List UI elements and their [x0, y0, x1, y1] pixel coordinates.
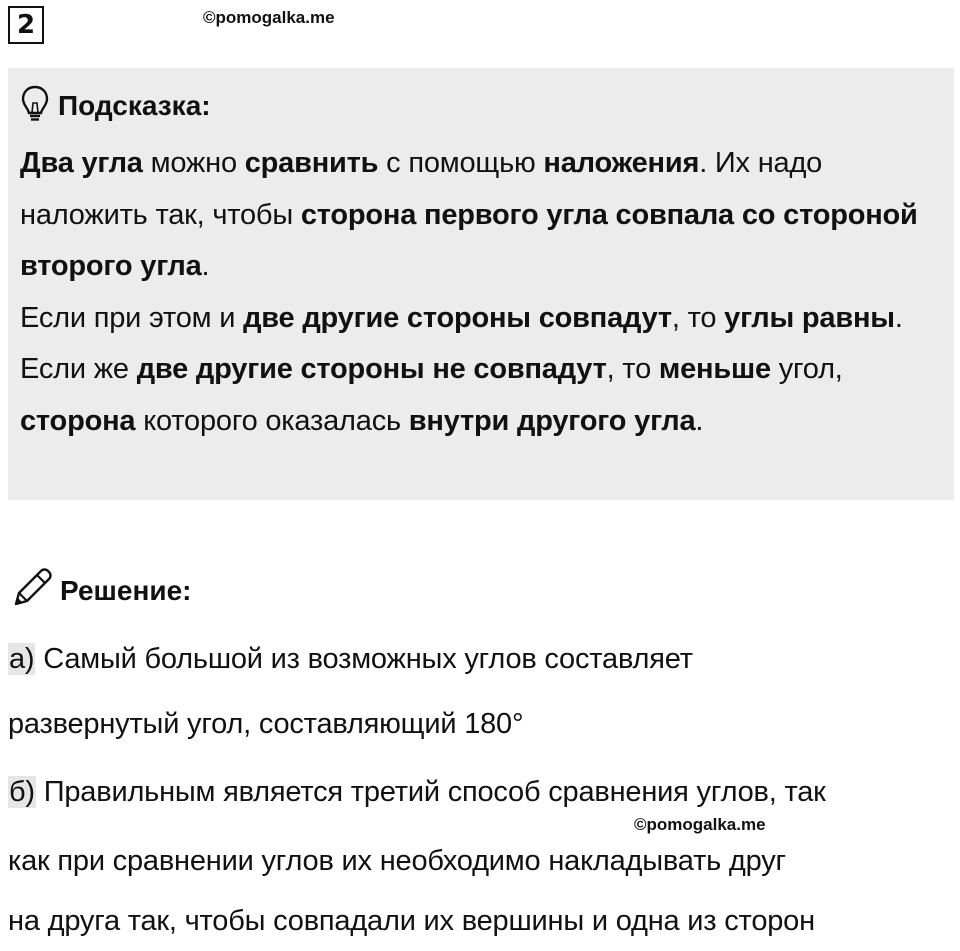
hint-strong: две другие стороны совпадут	[243, 301, 672, 334]
hint-strong: сторона	[20, 404, 136, 437]
hint-title: Подсказка:	[58, 90, 211, 121]
hint-strong: две другие стороны не совпадут	[136, 353, 607, 385]
hint-text: Если при этом и	[20, 301, 244, 334]
hint-text: угол,	[770, 353, 843, 385]
hint-text: . Если же	[20, 301, 903, 385]
hint-header	[20, 80, 942, 132]
solution-line-4: как при сравнении углов их необходимо накладывать друг	[8, 845, 786, 877]
hint-box	[8, 68, 954, 500]
hint-text: можно	[142, 147, 245, 179]
hint-strong: внутри другого угла	[408, 404, 696, 437]
hint-text: , то	[671, 301, 725, 334]
hint-strong: наложения	[543, 147, 700, 179]
pencil-icon	[10, 566, 60, 615]
task-number: 2	[8, 6, 44, 44]
hint-strong: Два угла	[20, 147, 143, 179]
hint-text: .	[201, 250, 210, 282]
solution-line-2: развернутый угол, составляющий 180°	[8, 708, 524, 740]
solution-line-1	[8, 643, 693, 676]
hint-strong: сравнить	[244, 147, 379, 179]
hint-text: .	[695, 404, 704, 437]
lightbulb-icon	[20, 85, 58, 128]
item-marker-b: б)	[9, 776, 35, 808]
watermark-top: ©pomogalka.me	[203, 8, 335, 27]
hint-strong: сторона первого угла совпала со стороной второго угла	[20, 198, 918, 282]
solution-line-5: на друга так, чтобы совпадали их вершины и одна из сторон	[8, 905, 815, 937]
watermark-middle: ©pomogalka.me	[634, 815, 766, 834]
item-marker-a: а)	[9, 643, 35, 675]
hint-text: которого оказалась	[135, 404, 409, 437]
hint-text: . Их надо наложить так, чтобы	[20, 147, 823, 231]
hint-strong: меньше	[658, 353, 771, 385]
solution-title: Решение:	[60, 574, 192, 606]
hint-text: , то	[606, 353, 659, 385]
solution-text: Правильным является третий способ сравнения углов, так	[35, 776, 826, 808]
solution-line-3	[8, 776, 826, 809]
hint-strong: углы равны	[724, 301, 895, 334]
solution-header	[10, 566, 191, 615]
hint-paragraph-1	[20, 138, 942, 293]
hint-paragraph-2	[20, 293, 942, 448]
hint-text: с помощью	[378, 147, 544, 179]
solution-text: Самый большой из возможных углов составляет	[35, 643, 693, 675]
